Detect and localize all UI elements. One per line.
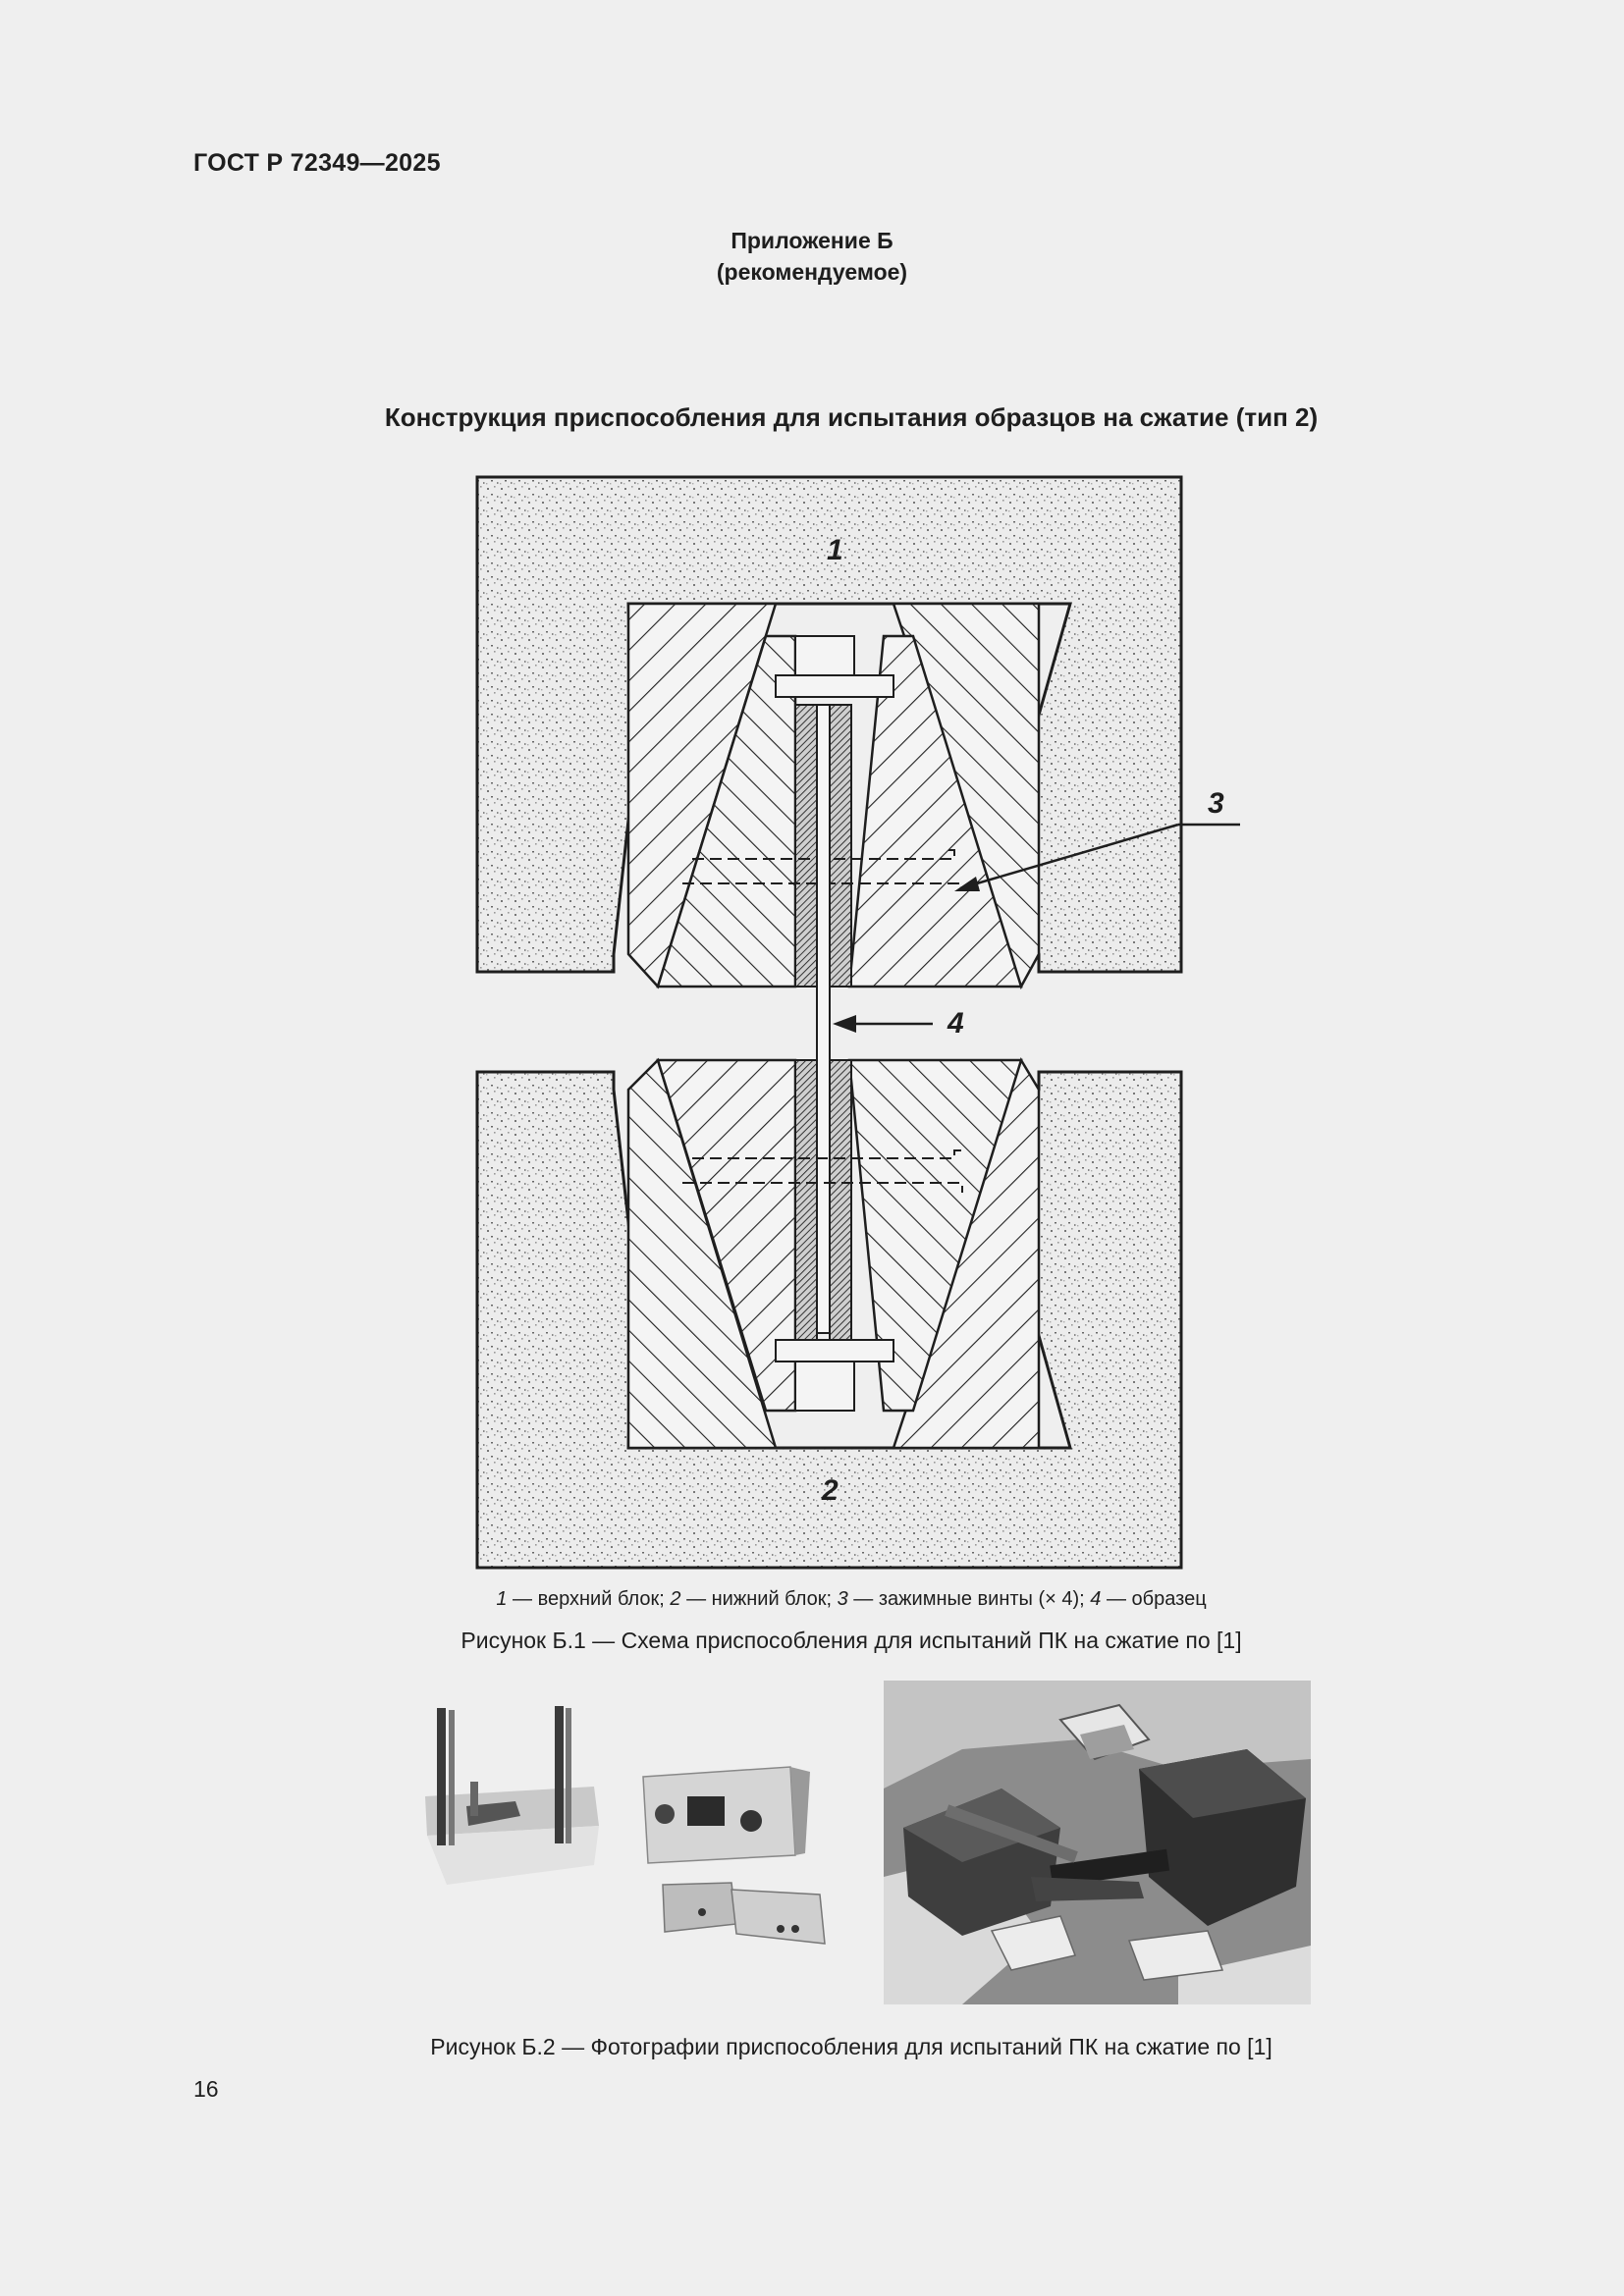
figure1-legend bbox=[0, 1588, 1624, 1611]
legend-item-2: 2 — нижний блок; bbox=[670, 1588, 838, 1610]
figure2-caption: Рисунок Б.2 — Фотографии приспособления для испытаний ПК на сжатие по [1] bbox=[430, 2034, 1272, 2059]
callout-2: 2 bbox=[822, 1474, 839, 1507]
page-number: 16 bbox=[193, 2076, 219, 2102]
legend-item-4: 4 — образец bbox=[1090, 1588, 1207, 1610]
figure1-caption: Рисунок Б.1 — Схема приспособления для испытаний ПК на сжатие по [1] bbox=[460, 1628, 1242, 1653]
callout-4: 4 bbox=[947, 1007, 964, 1040]
fixture-diagram bbox=[471, 471, 1257, 1575]
legend-item-3: 3 — зажимные винты (× 4); bbox=[837, 1588, 1091, 1610]
callout-3: 3 bbox=[1208, 787, 1224, 820]
fixture-assembly-photo bbox=[884, 1681, 1311, 2004]
callout-1: 1 bbox=[827, 534, 843, 566]
document-code: ГОСТ Р 72349—2025 bbox=[193, 149, 441, 177]
fixture-parts-photo bbox=[407, 1688, 839, 1973]
specimen bbox=[817, 705, 830, 1333]
appendix-subtitle: (рекомендуемое) bbox=[716, 259, 908, 285]
appendix-title: Приложение Б bbox=[731, 228, 893, 253]
section-title: Конструкция приспособления для испытания образцов на сжатие (тип 2) bbox=[384, 402, 1319, 432]
legend-item-1: 1 — верхний блок; bbox=[496, 1588, 671, 1610]
